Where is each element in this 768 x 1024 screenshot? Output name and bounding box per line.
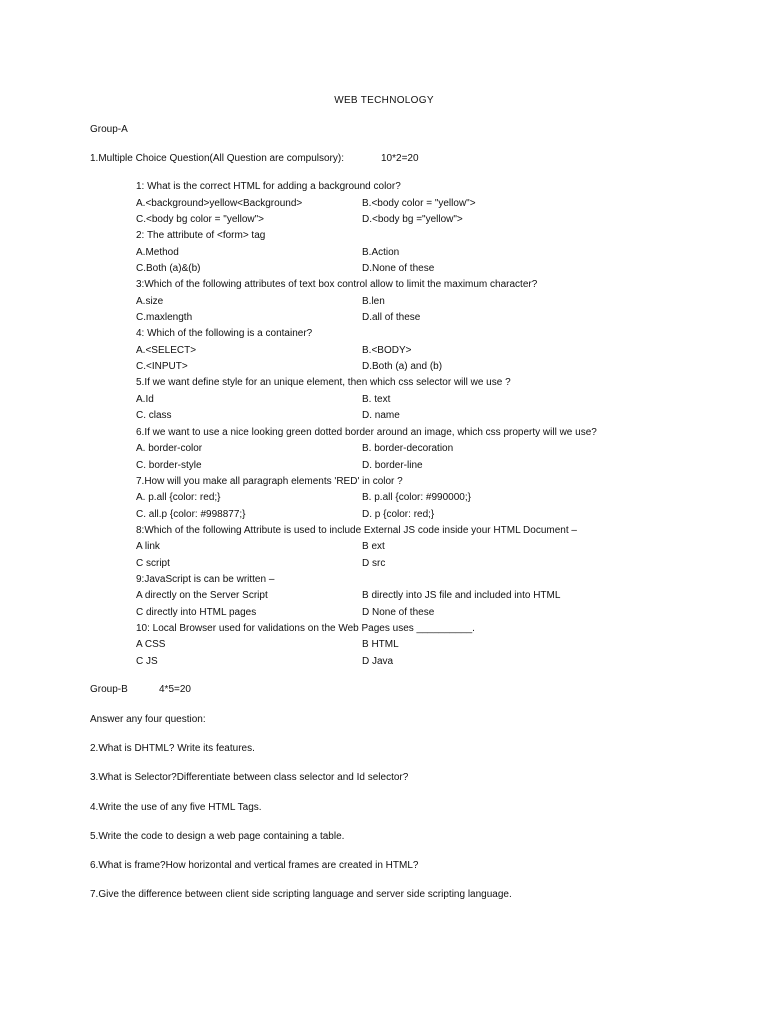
option-4a: A.<SELECT> [136, 345, 197, 356]
option-6c: C. border-style [136, 460, 202, 471]
option-3c: C.maxlength [136, 312, 193, 323]
option-4d: D.Both (a) and (b) [362, 361, 443, 372]
option-10a: A CSS [136, 639, 166, 650]
question-7: 7.How will you make all paragraph elements 'RED' in color ? [136, 476, 403, 487]
question-5: 5.If we want define style for an unique element, then which css selector will we use ? [136, 377, 511, 388]
option-3b: B.len [362, 296, 385, 307]
document-title: WEB TECHNOLOGY [334, 95, 434, 106]
option-6b: B. border-decoration [362, 443, 454, 454]
option-1d: D.<body bg ="yellow"> [362, 214, 463, 225]
group-b-marks: 4*5=20 [159, 684, 191, 695]
group-b-heading: Group-B [90, 684, 128, 695]
option-9b: B directly into JS file and included into HTML [362, 590, 561, 601]
option-8b: B ext [362, 541, 385, 552]
option-2d: D.None of these [362, 263, 435, 274]
option-8d: D src [362, 558, 386, 569]
group-a-heading: Group-A [90, 124, 128, 135]
option-9d: D None of these [362, 607, 435, 618]
question-4: 4: Which of the following is a container? [136, 328, 313, 339]
option-1c: C.<body bg color = "yellow"> [136, 214, 265, 225]
option-10c: C JS [136, 656, 158, 667]
option-10b: B HTML [362, 639, 399, 650]
option-9a: A directly on the Server Script [136, 590, 268, 601]
question-1: 1: What is the correct HTML for adding a background color? [136, 181, 401, 192]
option-4b: B.<BODY> [362, 345, 412, 356]
option-10d: D Java [362, 656, 394, 667]
long-question-7: 7.Give the difference between client side scripting language and server side scripting language. [90, 889, 512, 900]
option-6d: D. border-line [362, 460, 423, 471]
option-5d: D. name [362, 410, 400, 421]
option-2a: A.Method [136, 247, 179, 258]
long-question-3: 3.What is Selector?Differentiate between class selector and Id selector? [90, 772, 409, 783]
long-question-5: 5.Write the code to design a web page containing a table. [90, 831, 345, 842]
group-a-marks: 10*2=20 [381, 153, 419, 164]
option-7d: D. p {color: red;} [362, 509, 435, 520]
question-6: 6.If we want to use a nice looking green dotted border around an image, which css property will we use? [136, 427, 597, 438]
option-7c: C. all.p {color: #998877;} [136, 509, 246, 520]
option-8a: A link [136, 541, 160, 552]
long-question-4: 4.Write the use of any five HTML Tags. [90, 802, 262, 813]
option-5c: C. class [136, 410, 172, 421]
long-question-2: 2.What is DHTML? Write its features. [90, 743, 255, 754]
question-3: 3:Which of the following attributes of text box control allow to limit the maximum character? [136, 279, 538, 290]
option-8c: C script [136, 558, 170, 569]
option-5b: B. text [362, 394, 391, 405]
option-7a: A. p.all {color: red;} [136, 492, 221, 503]
option-1b: B.<body color = "yellow"> [362, 198, 476, 209]
question-2: 2: The attribute of <form> tag [136, 230, 266, 241]
question-9: 9:JavaScript is can be written – [136, 574, 275, 585]
question-10: 10: Local Browser used for validations on the Web Pages uses __________. [136, 623, 475, 634]
option-7b: B. p.all {color: #990000;} [362, 492, 471, 503]
option-6a: A. border-color [136, 443, 203, 454]
group-a-instruction: 1.Multiple Choice Question(All Question are compulsory): [90, 153, 344, 164]
option-5a: A.Id [136, 394, 154, 405]
option-2c: C.Both (a)&(b) [136, 263, 201, 274]
option-9c: C directly into HTML pages [136, 607, 257, 618]
long-question-6: 6.What is frame?How horizontal and vertical frames are created in HTML? [90, 860, 419, 871]
group-b-instruction: Answer any four question: [90, 714, 206, 725]
question-8: 8:Which of the following Attribute is used to include External JS code inside your HTML Document – [136, 525, 577, 536]
option-2b: B.Action [362, 247, 400, 258]
option-3a: A.size [136, 296, 164, 307]
option-4c: C.<INPUT> [136, 361, 188, 372]
option-3d: D.all of these [362, 312, 421, 323]
option-1a: A.<background>yellow<Background> [136, 198, 303, 209]
